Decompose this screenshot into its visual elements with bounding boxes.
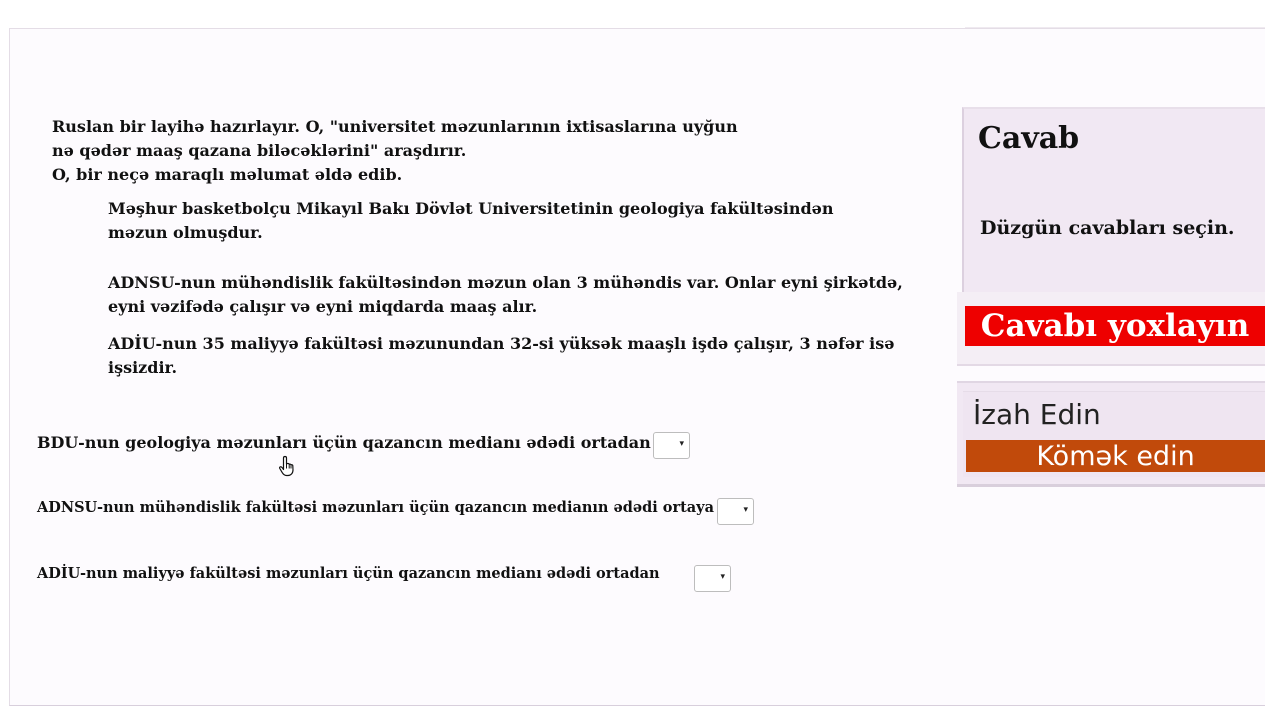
intro-text <box>52 115 852 187</box>
help-button[interactable]: Kömək edin <box>966 440 1265 472</box>
intro-line-2: nə qədər maaş qazana biləcəklərini" araşdırır. <box>52 141 467 160</box>
answer-instruction: Düzgün cavabları seçin. <box>980 217 1235 239</box>
fact-line: ADİU-nun 35 maliyyə fakültəsi məzunundan 32-si yüksək maaşlı işdə çalışır, 3 nəfər isə işsizdir. <box>108 334 895 377</box>
hand-pointer-icon <box>278 455 298 477</box>
answer-select-adnsu[interactable] <box>717 498 754 525</box>
chevron-down-icon: ▾ <box>743 505 748 515</box>
fact-line: məzun olmuşdur. <box>108 223 263 242</box>
answer-select-bdu[interactable] <box>653 432 690 459</box>
chevron-down-icon: ▾ <box>720 572 725 582</box>
fact-line: Məşhur basketbolçu Mikayıl Bakı Dövlət Universitetinin geologiya fakültəsindən <box>108 199 834 218</box>
check-answer-button[interactable]: Cavabı yoxlayın <box>965 306 1265 346</box>
answer-select-adiu[interactable] <box>694 565 731 592</box>
fact-adnsu <box>108 271 958 319</box>
fact-adiu <box>108 332 958 380</box>
intro-line-1: Ruslan bir layihə hazırlayır. O, "universitet məzunlarının ixtisaslarına uyğun <box>52 117 738 136</box>
question-bdu: BDU-nun geologiya məzunları üçün qazancın medianı ədədi ortadan <box>37 433 651 452</box>
chevron-down-icon: ▾ <box>679 439 684 449</box>
top-divider <box>965 27 1265 28</box>
help-title: İzah Edin <box>973 398 1101 431</box>
question-adiu: ADİU-nun maliyyə fakültəsi məzunları üçün qazancın medianı ədədi ortadan <box>37 565 660 582</box>
intro-line-3: O, bir neçə maraqlı məlumat əldə edib. <box>52 165 403 184</box>
answer-panel <box>962 107 1265 293</box>
answer-title: Cavab <box>978 121 1080 156</box>
fact-line: ADNSU-nun mühəndislik fakültəsindən məzun olan 3 mühəndis var. Onlar eyni şirkətdə, <box>108 273 903 292</box>
fact-line: eyni vəzifədə çalışır və eyni miqdarda maaş alır. <box>108 297 538 316</box>
fact-bdu <box>108 197 958 245</box>
question-adnsu: ADNSU-nun mühəndislik fakültəsi məzunları üçün qazancın medianın ədədi ortaya <box>37 499 715 516</box>
